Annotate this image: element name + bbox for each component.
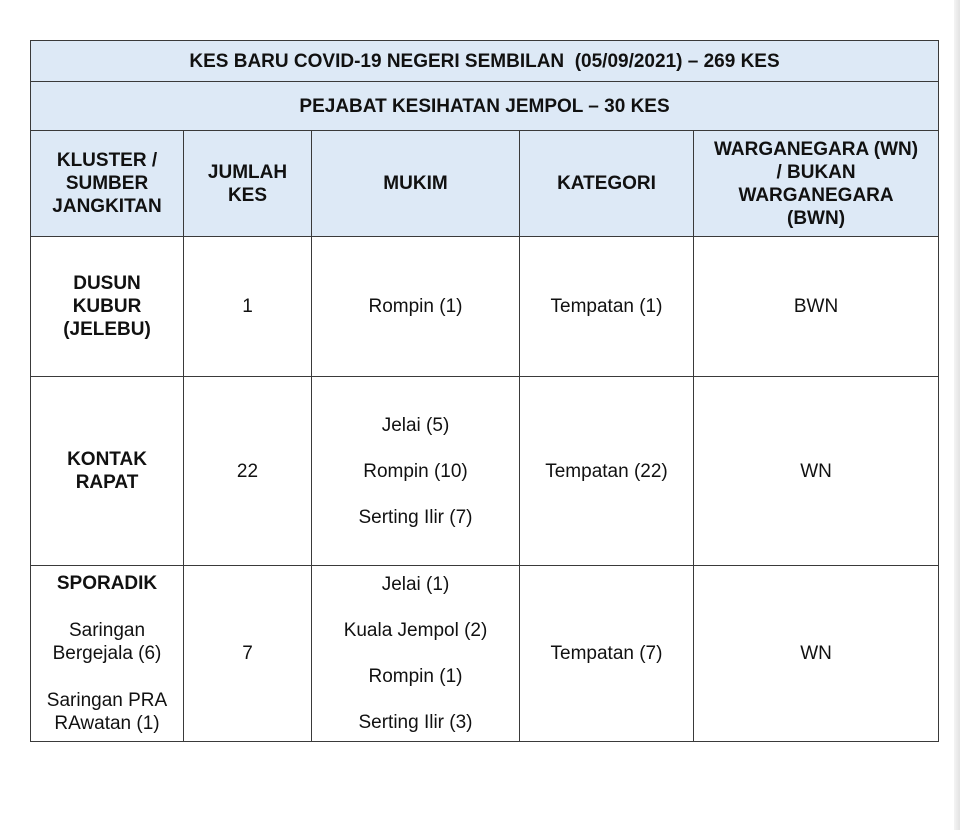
cell-kategori: Tempatan (7): [520, 566, 694, 742]
cell-kluster: [31, 377, 184, 566]
mukim-item: Jelai (1): [381, 574, 450, 595]
cell-mukim: [312, 377, 520, 566]
covid-cases-table: [30, 40, 939, 742]
column-header-kluster-line: KLUSTER /: [56, 150, 158, 171]
cell-mukim: [312, 566, 520, 742]
cell-kluster: [31, 237, 184, 377]
mukim-item: Serting Ilir (7): [358, 506, 473, 528]
column-header-jumlah: [184, 131, 312, 237]
column-header-jumlah-line: KES: [227, 184, 268, 206]
cell-warganegara: BWN: [694, 237, 939, 377]
kluster-heading: SPORADIK: [56, 573, 158, 594]
cell-kluster: [31, 566, 184, 742]
table-subtitle-row: [31, 82, 939, 131]
kluster-line: DUSUN: [73, 273, 141, 294]
cell-warganegara: WN: [694, 377, 939, 566]
kluster-subitem-line: Saringan PRA: [46, 690, 168, 711]
mukim-item: Rompin (10): [363, 460, 468, 482]
column-header-warganegara-line: (BWN): [787, 207, 846, 229]
mukim-item: Serting Ilir (3): [358, 712, 473, 733]
cell-jumlah: 22: [184, 377, 312, 566]
kluster-subitem: [37, 689, 177, 735]
kluster-subitem-line: Saringan: [68, 620, 146, 641]
mukim-item: Rompin (1): [368, 666, 463, 687]
kluster-line: KUBUR: [72, 296, 142, 317]
mukim-item: Rompin (1): [368, 296, 463, 317]
mukim-item: Jelai (5): [381, 414, 450, 436]
table-row: [31, 377, 939, 566]
kluster-subitem-line: RAwatan (1): [54, 713, 160, 734]
cell-jumlah: 1: [184, 237, 312, 377]
page-edge-shadow: [954, 0, 960, 830]
cell-mukim: [312, 237, 520, 377]
cell-kategori: Tempatan (22): [520, 377, 694, 566]
column-header-row: [31, 131, 939, 237]
column-header-kluster: [31, 131, 184, 237]
column-header-kluster-line: JANGKITAN: [52, 196, 162, 217]
table-title-row: [31, 41, 939, 82]
mukim-item: Kuala Jempol (2): [343, 620, 488, 641]
kluster-line: (JELEBU): [63, 319, 151, 340]
table-row: [31, 237, 939, 377]
column-header-kluster-line: SUMBER: [65, 173, 149, 194]
table-subtitle: PEJABAT KESIHATAN JEMPOL – 30 KES: [31, 82, 939, 131]
kluster-line: RAPAT: [75, 472, 139, 493]
column-header-kategori: KATEGORI: [520, 131, 694, 237]
column-header-jumlah-line: JUMLAH: [207, 161, 288, 183]
kluster-subitem-line: Bergejala (6): [52, 643, 162, 664]
cell-jumlah: 7: [184, 566, 312, 742]
column-header-warganegara-line: / BUKAN: [776, 161, 856, 183]
cell-warganegara: WN: [694, 566, 939, 742]
table-row: [31, 566, 939, 742]
table-title: KES BARU COVID-19 NEGERI SEMBILAN (05/09/2021) – 269 KES: [31, 41, 939, 82]
cell-kategori: Tempatan (1): [520, 237, 694, 377]
kluster-line: KONTAK: [67, 449, 147, 470]
column-header-warganegara-line: WARGANEGARA (WN): [714, 138, 919, 160]
kluster-subitem: [37, 619, 177, 665]
column-header-warganegara-line: WARGANEGARA: [738, 184, 894, 206]
column-header-mukim: MUKIM: [312, 131, 520, 237]
column-header-warganegara: [694, 131, 939, 237]
